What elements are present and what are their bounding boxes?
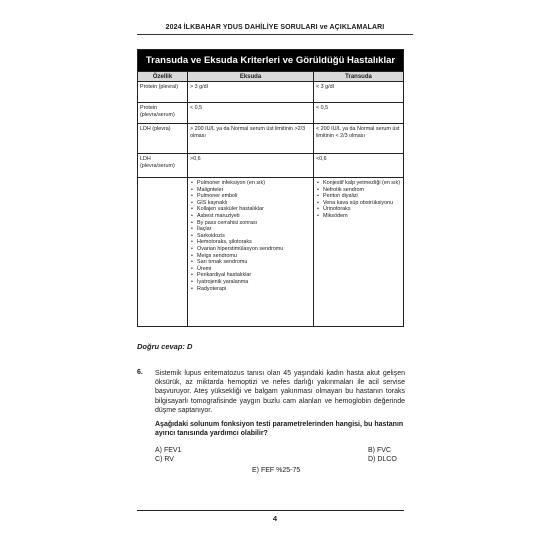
disease-list-item: • Meigs sendromu [190,253,311,260]
feature-cell: Protein (plevra/serum) [138,103,188,123]
question-number: 6. [137,369,143,376]
exudate-cell: > 200 IU/L ya da Normal serum üst limitinin >2/3 olması [188,124,314,153]
disease-list-item: • Sarkoidozis [190,233,311,240]
disease-list-item: • İlaçlar [190,226,311,233]
table-title: Transuda ve Eksuda Kriterleri ve Görüldüğü Hastalıklar [138,50,403,71]
table-row [138,124,403,154]
option-c[interactable]: C) RV [155,456,174,463]
header-divider [137,34,413,35]
exudate-disease-list [190,180,311,292]
question-text: Sistemik lupus eritematozus tanısı olan 45 yaşındaki kadın hasta akut gelişen öksürük, az miktarda hemoptizi ve nefes darlığı yakınmaları ile acil servise başvuruyor. Ateş yüksekliği ve balgam yakınması olmayan bu hastanın toraks bilgisayarlı tomografisinde yaygın buzlu cam alanları ve hemoglobin değerinde düşme saptanıyor. [155,370,405,414]
disease-list-item: • Sarı tırnak sendromu [190,259,311,266]
disease-list-item: • Malignteler [190,187,311,194]
transudate-cell: < 200 IU/L ya da Normal serum üst limitinin < 2/3 olması [316,126,400,139]
transudate-cell: < 0,5 [316,105,329,111]
criteria-table [137,49,404,327]
footer-divider [137,510,404,511]
transudate-disease-cell [314,178,403,326]
exudate-disease-cell [188,178,314,326]
disease-list-item: • By pass cerrahisi sonrası [190,220,311,227]
disease-list-item: • Miksödem [316,213,401,220]
option-e[interactable]: E) FEF %25-75 [252,467,301,474]
table-row [138,82,403,103]
exudate-cell: > 3 g/dl [188,82,314,102]
option-b[interactable]: B) FVC [368,447,391,454]
correct-answer: Doğru cevap: D [137,342,193,351]
disease-list-item: • Vena kava süp obstrüksiyonu [316,200,401,207]
column-header-exudate: Eksuda [188,72,314,81]
feature-cell: LDH (plevra) [138,124,188,153]
page-header: 2024 İLKBAHAR YDUS DAHİLİYE SORULARI ve AÇIKLAMALARI [165,24,385,31]
disease-list-item: • GİS kaynaklı [190,200,311,207]
disease-list-item: • Üremi [190,266,311,273]
disease-list-item: • İyatrojenik yaralanma [190,279,311,286]
disease-list-item: • Konjestif kalp yetmezliği (en sık) [316,180,401,187]
disease-list-item: • Asbest maruziyeti [190,213,311,220]
disease-list-row [138,178,403,326]
exudate-cell: >0,6 [188,154,314,177]
disease-list-item: • Ürinotoraks [316,206,401,213]
disease-list-item: • Nefrotik sendrom [316,187,401,194]
exudate-cell: < 0,5 [188,103,314,123]
disease-list-item: • Perikardiyal hastalıklar [190,272,311,279]
table-row [138,103,403,124]
disease-list-item: • Pulmoner infeksiyon (en sık) [190,180,311,187]
question-prompt: Aşağıdaki solunum fonksiyon testi parametrelerinden hangisi, bu hastanın ayırıcı tanısında yardımcı olabilir? [155,421,404,438]
disease-list-item: • Pulmoner emboli [190,193,311,200]
option-a[interactable]: A) FEV1 [155,447,182,454]
disease-list-item: • Kollajen vasküler hastalıklar [190,206,311,213]
feature-cell: LDH (plevra/serum) [138,154,188,177]
option-d[interactable]: D) DLCO [368,456,397,463]
transudate-disease-list [316,180,401,220]
transudate-cell: < 3 g/dl [316,84,334,90]
disease-list-item: • Hemotoraks, şilotoraks [190,239,311,246]
page-number: 4 [272,514,278,523]
column-header-transudate: Transuda [345,74,372,80]
column-header-feature: Özellik [138,72,188,81]
disease-list-item: • Radyoterapi [190,286,311,293]
table-row [138,154,403,178]
table-header-row [138,71,403,82]
disease-list-item: • Ovarian hiperstimülasyon sendromu [190,246,311,253]
feature-cell-empty [138,178,188,326]
transudate-cell: <0,6 [316,156,327,162]
feature-cell: Protein (plevral) [138,82,188,102]
disease-list-item: • Periton diyalizi [316,193,401,200]
